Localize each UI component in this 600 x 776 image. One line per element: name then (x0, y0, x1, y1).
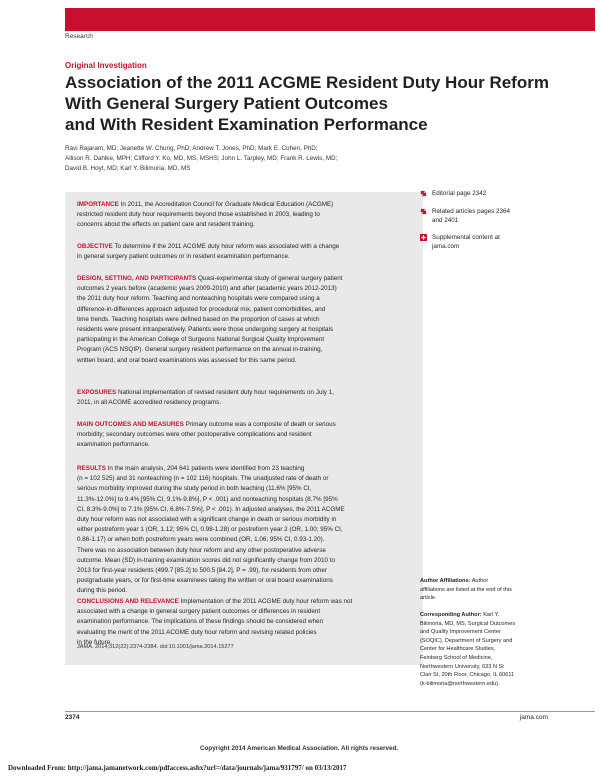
text-line: time trends. Teaching hospitals were defined based on the proportion of cases at which (77, 315, 320, 323)
text-line: Primary outcome was a composite of death or serious (185, 421, 336, 428)
editorial-link[interactable] (432, 189, 542, 198)
text-line: outcome. Mean (SD) in-training examination scores did not significantly change from 2010 to (77, 556, 335, 564)
text-line: (n = 102 525) and 31 nonteaching (n = 102 116) hospitals. The unadjusted rate of death or (77, 475, 329, 483)
corresponding-text: (k-bilimoria@northwestern.edu). (420, 680, 500, 687)
corresponding-author (420, 611, 540, 688)
supplemental-text: Supplemental content at (432, 234, 500, 241)
supplemental-text: jama.com (432, 243, 460, 250)
text-line: concerns about the effects on patient care and resident training. (77, 221, 255, 229)
text-line: Implementation of the 2011 ACGME duty hour reform was not (180, 598, 353, 605)
affiliations-heading: Author Affiliations: (420, 578, 471, 584)
text-line: associated with a change in general surgery patient outcomes or differences in resident (77, 608, 321, 616)
corresponding-text: and Quality Improvement Center (420, 629, 501, 636)
text-line: Quasi-experimental study of general surgery patient (197, 275, 343, 282)
author-list (65, 144, 425, 174)
abstract-box (65, 192, 423, 665)
text-line: morbidity; secondary outcomes were other postoperative complications and resident (77, 431, 312, 439)
footer-rule (65, 711, 595, 712)
supplemental-plus-icon (420, 234, 427, 241)
corresponding-text: Karl Y. (483, 612, 500, 618)
text-line: 2011, in all ACGME accredited residency programs. (77, 399, 222, 407)
article-title (65, 72, 549, 135)
section-label: Research (65, 33, 93, 40)
abstract-outcomes (77, 420, 413, 451)
journal-site[interactable]: jama.com (519, 714, 548, 721)
results-heading: RESULTS (77, 465, 106, 472)
corresponding-text: Clair St, 20th Floor, Chicago, IL 60611 (420, 672, 515, 679)
abstract-design (77, 274, 413, 366)
text-line: residents were present intraoperatively. Patients were those undergoing surgery at hospitals (77, 326, 334, 334)
corresponding-text: (SOQIC), Department of Surgery and (420, 637, 513, 644)
importance-heading: IMPORTANCE (77, 201, 119, 208)
article-type: Original Investigation (65, 61, 147, 70)
title-line: and With Resident Examination Performance (65, 115, 428, 134)
outcomes-heading: MAIN OUTCOMES AND MEASURES (77, 421, 184, 428)
abstract-results (77, 464, 413, 597)
text-line: In 2011, the Accreditation Council for Graduate Medical Education (ACGME) (120, 201, 334, 208)
text-line: outcomes 2 years before (academic years 2009-2010) and after (academic years 2012-2013) (77, 285, 337, 293)
page-number: 2374 (65, 714, 80, 721)
conclusions-heading: CONCLUSIONS AND RELEVANCE (77, 598, 179, 605)
related-articles-icon (420, 208, 427, 215)
corresponding-heading: Corresponding Author: (420, 612, 482, 618)
related-text: and 2401 (432, 217, 459, 224)
abstract-conclusions (77, 597, 413, 648)
affiliation-text: Author (471, 578, 489, 584)
author-affiliations (420, 577, 540, 603)
text-line: 0.86-1.17) or when both postreform years were combined (OR, 1.06; 95% CI, 0.93-1.20). (77, 536, 325, 544)
text-line: in general surgery patient outcomes or in resident examination performance. (77, 253, 290, 261)
text-line: written board, and oral board examinations was assessed for this same period. (77, 356, 297, 364)
affiliation-text: article. (420, 595, 437, 602)
header-red-bar (65, 8, 595, 31)
text-line: duty hour reform was not associated with a significant change in death or serious morbidity in (77, 516, 337, 524)
text-line: restricted resident duty hour requirements beyond those established in 2003, leading to (77, 211, 320, 219)
corresponding-text: Bilimoria, MD, MS, Surgical Outcomes (420, 620, 516, 627)
editorial-icon (420, 190, 427, 197)
corresponding-text: Feinberg School of Medicine, (420, 654, 493, 661)
author-line: Allison R. Dahlke, MPH; Clifford Y. Ko, MD, MS, MSHS; John L. Tarpley, MD; Frank R. Lewis, MD; (65, 155, 338, 162)
supplemental-link[interactable] (432, 233, 542, 251)
abstract-exposures (77, 388, 413, 408)
text-line: To determine if the 2011 ACGME duty hour reform was associated with a change (114, 243, 340, 250)
text-line: examination performance. (77, 441, 150, 449)
author-line: David B. Hoyt, MD; Karl Y. Bilimoria, MD, MS (65, 165, 191, 172)
author-line: Ravi Rajaram, MD; Jeanette W. Chung, PhD; Andrew T. Jones, PhD; Mark E. Cohen, PhD; (65, 145, 318, 152)
text-line: the 2011 duty hour reform. Teaching and nonteaching hospitals were compared using a (77, 295, 320, 303)
related-text: Related articles pages 2364 (432, 208, 511, 215)
text-line: There was no association between duty hour reform and any other postoperative adverse (77, 546, 326, 554)
affiliation-text: affiliations are listed at the end of this (420, 586, 512, 593)
text-line: 2013 for first-year residents (499.7 [85.2] to 500.5 [84.2], P = .99), for residents from other (77, 567, 327, 575)
text-line: examination performance. The implications of these findings should be considered when (77, 618, 323, 626)
text-line: CI, 8.3%-9.0%] to 7.1% [95% CI, 6.8%-7.5%], P < .001). In adjusted analyses, the 2011 ACGME (77, 505, 345, 513)
title-line: With General Surgery Patient Outcomes (65, 94, 388, 113)
abstract-objective (77, 242, 413, 262)
exposures-heading: EXPOSURES (77, 389, 117, 396)
text-line: either postreform year 1 (OR, 1.12; 95% CI, 0.98-1.28) or postreform year 2 (OR, 1.00; 95% CI, (77, 526, 343, 534)
abstract-importance (77, 200, 413, 231)
objective-heading: OBJECTIVE (77, 243, 113, 250)
download-notice: Downloaded From: http://jama.jamanetwork.com/pdfaccess.ashx?url=/data/journals/jama/931797/ on 03/13/2017 (8, 764, 347, 772)
text-line: participating in the American College of Surgeons National Surgical Quality Improvement (77, 336, 325, 344)
text-line: postgraduate years, or for first-time examinees taking the written or oral board examinations (77, 577, 333, 585)
title-line: Association of the 2011 ACGME Resident Duty Hour Reform (65, 73, 549, 92)
corresponding-text: Center for Healthcare Studies, (420, 646, 496, 653)
text-line: difference-in-differences approach adjusted for procedural mix, patient comorbidities, and (77, 305, 326, 313)
related-articles-link[interactable] (432, 207, 542, 225)
corresponding-text: Northwestern University, 633 N St (420, 663, 504, 670)
text-line: National implementation of revised resident duty hour requirements on July 1, (117, 389, 334, 396)
text-line: evaluating the merit of the 2011 ACGME duty hour reform and revising related policies (77, 628, 317, 636)
text-line: serious morbidity improved during the study period in both teaching (11.6% [95% CI, (77, 485, 312, 493)
text-line: In the main analysis, 204 641 patients were identified from 23 teaching (107, 465, 305, 472)
editorial-text: Editorial page 2342 (432, 190, 487, 197)
design-heading: DESIGN, SETTING, AND PARTICIPANTS (77, 275, 197, 282)
text-line: Program (ACS NSQIP). General surgery resident performance on the annual in-training, (77, 346, 323, 354)
text-line: in the future. (77, 638, 113, 646)
copyright: Copyright 2014 American Medical Association. All rights reserved. (200, 745, 399, 752)
text-line: during this period. (77, 587, 128, 595)
text-line: 11.3%-12.0%] to 9.4% [95% CI, 9.1%-9.8%], P < .001) and nonteaching hospitals (8.7% [95% (77, 495, 338, 503)
citation: JAMA. 2014;312(22):2374-2384. doi:10.1001/jama.2014.15277 (77, 644, 234, 650)
